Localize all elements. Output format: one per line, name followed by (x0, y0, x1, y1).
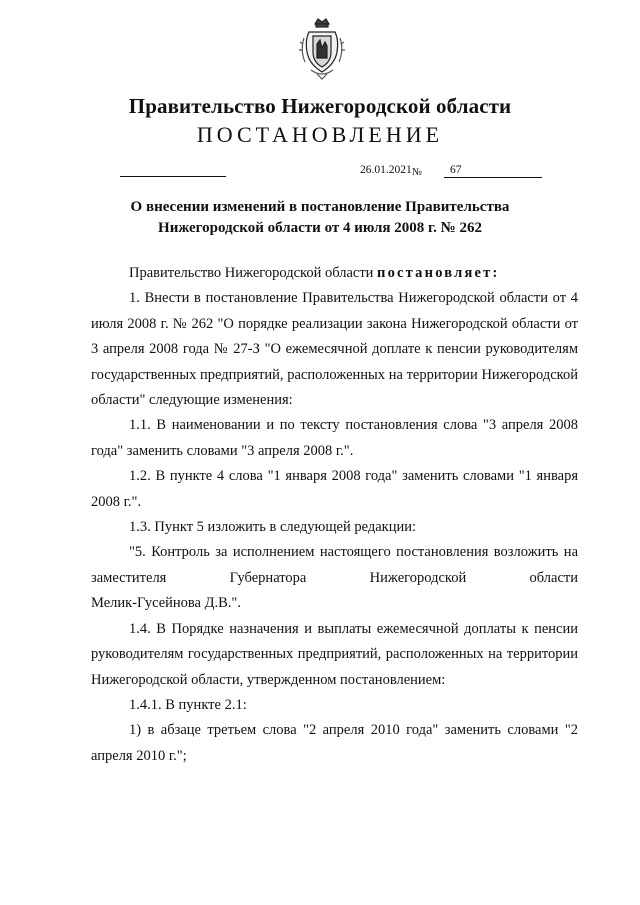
paragraph-5-text: "5. Контроль за исполнением настоящего постановления возложить на заместителя Губернатора Нижегородской области (91, 544, 578, 586)
document-subject (90, 197, 550, 239)
document-type: ПОСТАНОВЛЕНИЕ (196, 122, 444, 147)
paragraph-1-4: 1.4. В Порядке назначения и выплаты ежемесячной доплаты к пенсии руководителям государственных предприятий, расположенных на территории Нижегородской области, утвержденном постановлением: (91, 620, 578, 688)
document-number: 67 (450, 164, 462, 176)
coat-of-arms-emblem (299, 18, 345, 80)
paragraph-5-signatory: Мелик-Гусейнова Д.В.". (91, 595, 241, 612)
number-underline (444, 177, 542, 178)
paragraph-1-4-1-item-1: 1) в абзаце третьем слова "2 апреля 2010 года" заменить словами "2 апреля 2010 г."; (91, 722, 578, 764)
blank-field-line (120, 176, 226, 177)
preamble (91, 261, 578, 286)
number-sign: № (412, 167, 423, 178)
subject-line-1: О внесении изменений в постановление Правительства (130, 199, 510, 215)
subject-line-2: Нижегородской области от 4 июля 2008 г. № 262 (158, 220, 482, 236)
paragraph-1-3: 1.3. Пункт 5 изложить в следующей редакции: (129, 519, 417, 536)
document-date: 26.01.2021 (360, 164, 412, 176)
paragraph-1: 1. Внести в постановление Правительства Нижегородской области от 4 июля 2008 г. № 262 "О порядке реализации закона Нижегородской области от 3 апреля 2008 года № 27-З "О ежемесячной доплате к пенсии руководителям государственных предприятий, расположенных на территории Нижегородской области" следующие изменения: (91, 290, 578, 409)
paragraph-1-1: 1.1. В наименовании и по тексту постановления слова "3 апреля 2008 года" заменить словами "3 апреля 2008 г.". (91, 417, 578, 459)
paragraph-1-4-1: 1.4.1. В пункте 2.1: (129, 696, 247, 713)
preamble-resolves: постановляет: (377, 265, 500, 281)
paragraph-1-2: 1.2. В пункте 4 слова "1 января 2008 года" заменить словами "1 января 2008 г.". (91, 468, 578, 510)
document-body (91, 261, 578, 769)
government-name: Правительство Нижегородской области (128, 94, 512, 118)
preamble-text: Правительство Нижегородской области (129, 265, 378, 281)
